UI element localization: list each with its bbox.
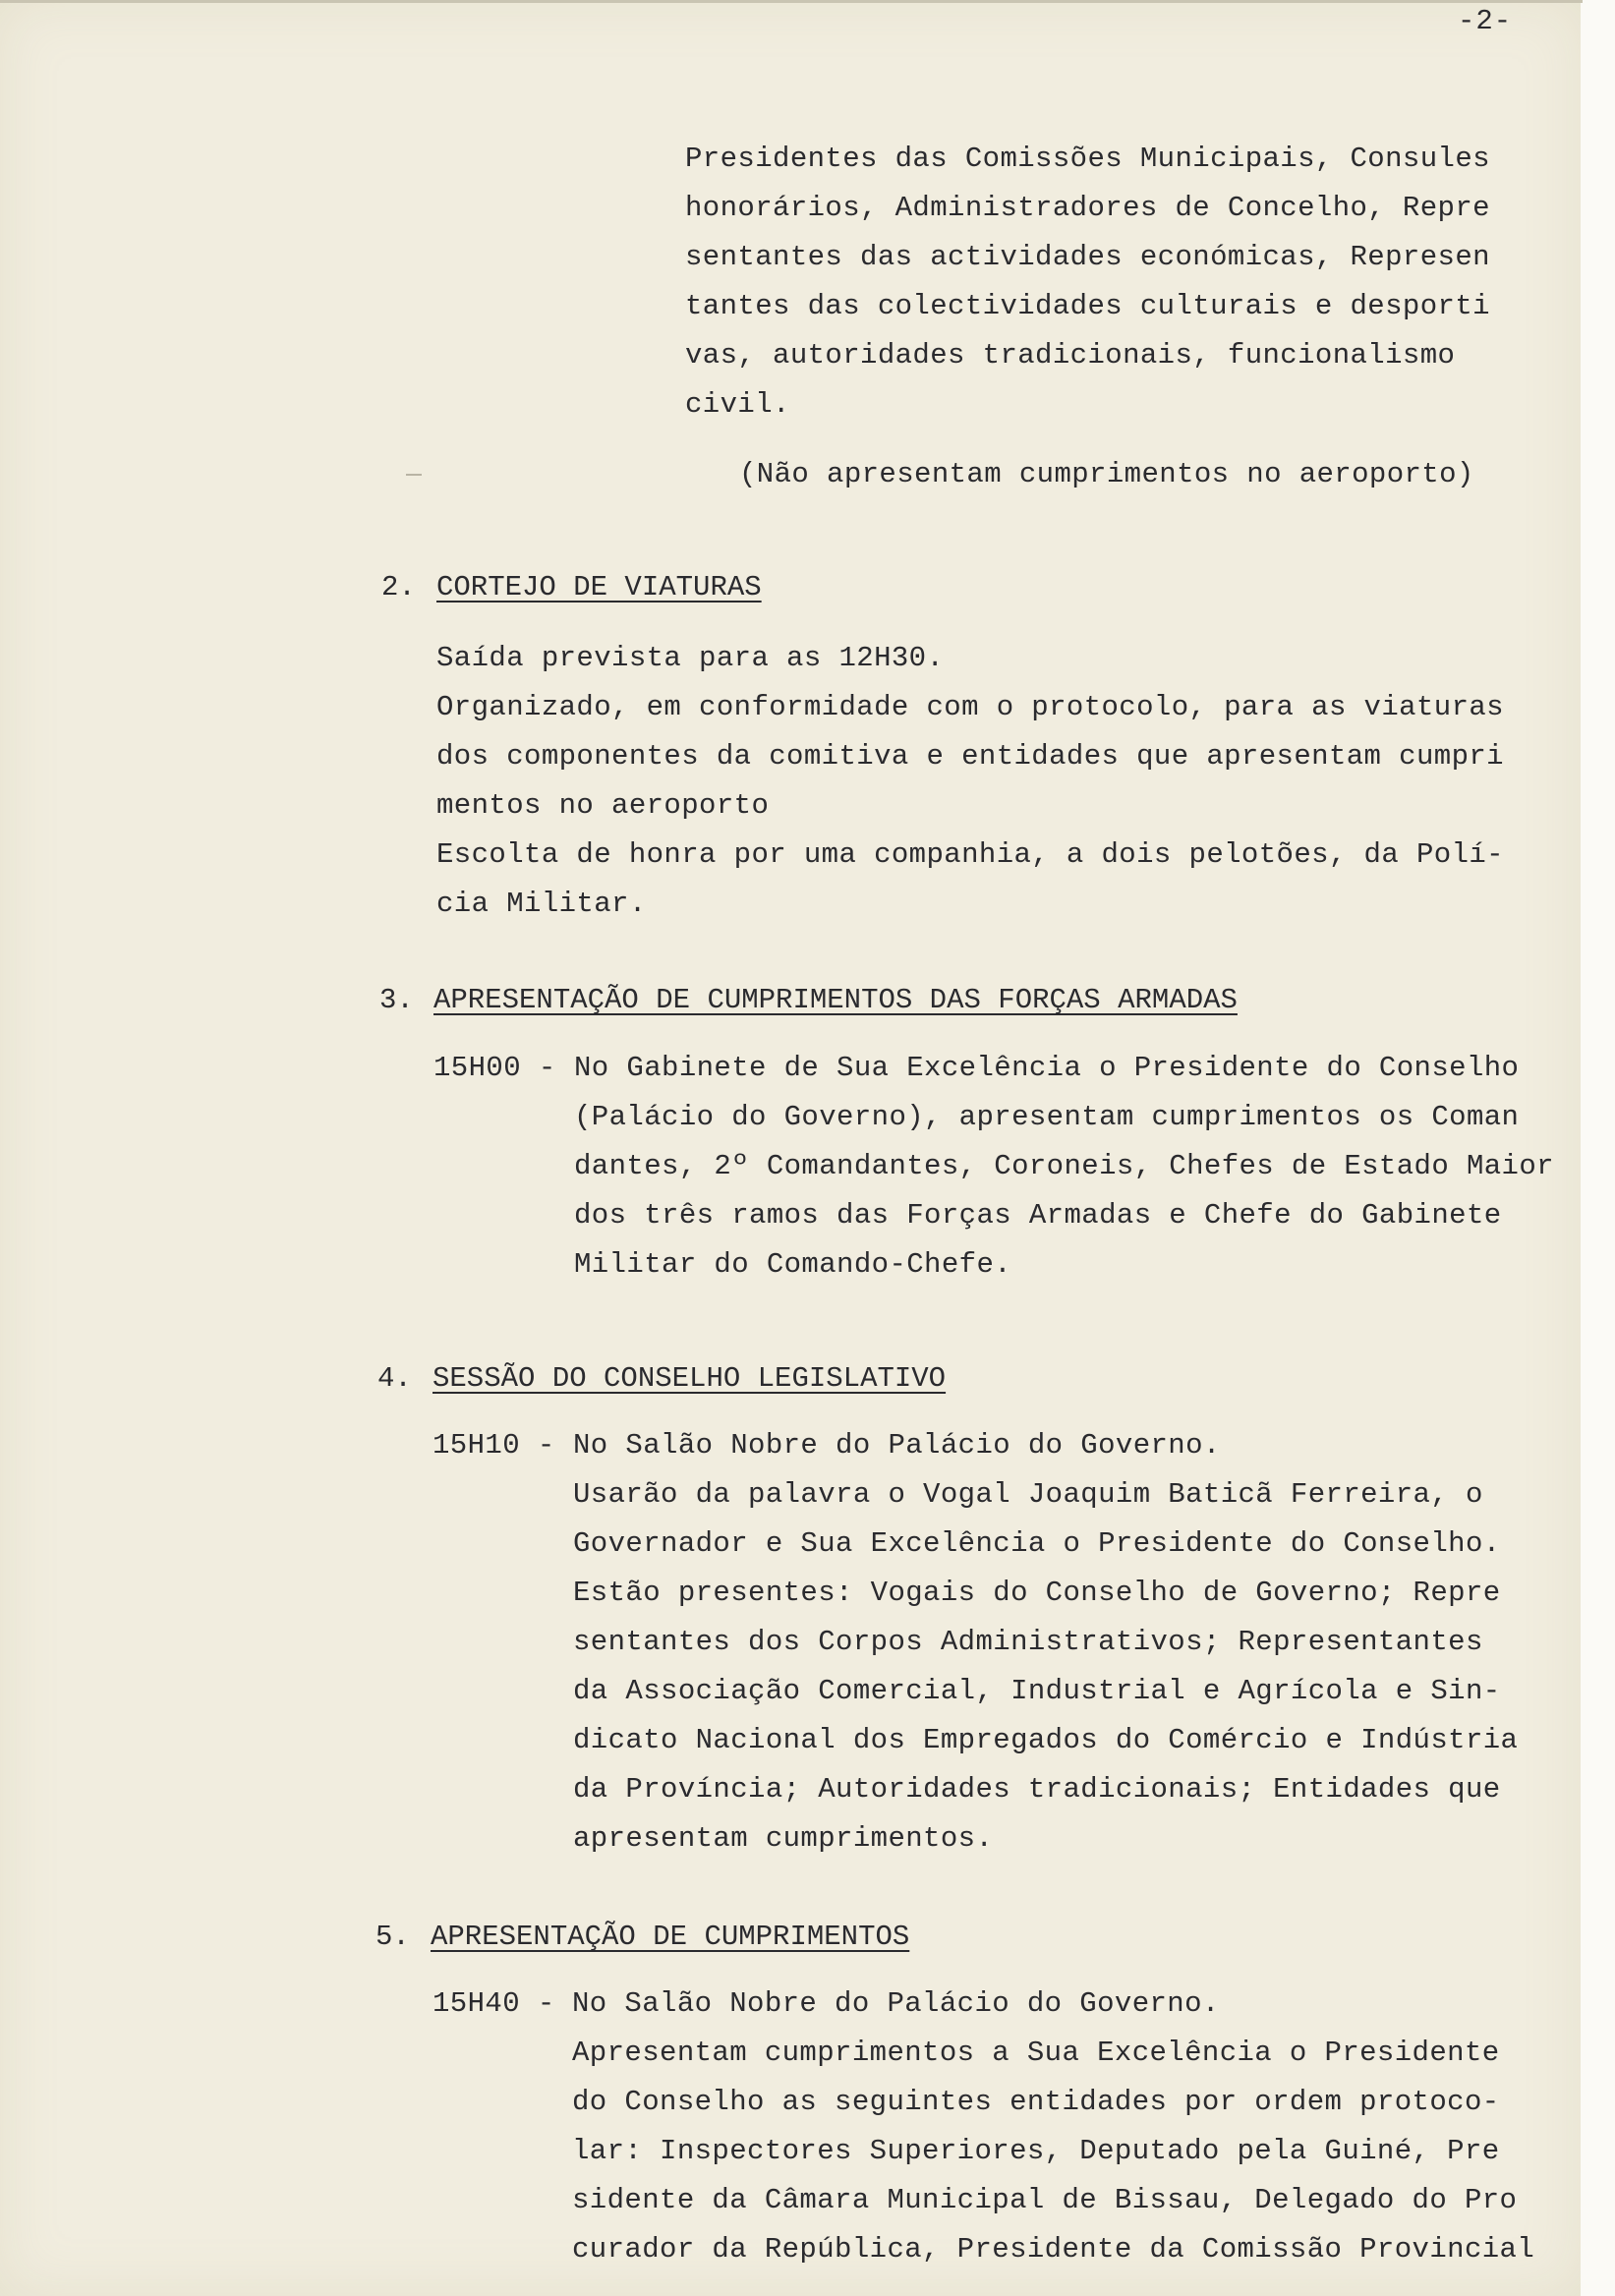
section-2-line: cia Militar. [436, 888, 647, 920]
section-4-body [573, 1421, 1518, 1864]
section-3-line: Militar do Comando-Chefe. [574, 1248, 1012, 1281]
section-4-title: SESSÃO DO CONSELHO LEGISLATIVO [433, 1362, 947, 1395]
section-5-time: 15H40 - [433, 1987, 555, 2020]
section-3-line: dantes, 2º Comandantes, Coroneis, Chefes de Estado Maior [574, 1150, 1554, 1182]
intro-line: civil. [685, 388, 790, 421]
section-4-line: Estão presentes: Vogais do Conselho de Governo; Repre [573, 1577, 1501, 1609]
page-number: -2- [1458, 5, 1513, 37]
section-2-number: 2. [381, 571, 416, 603]
section-5-line: sidente da Câmara Municipal de Bissau, Delegado do Pro [572, 2184, 1518, 2216]
intro-line: honorários, Administradores de Concelho, Repre [685, 192, 1490, 224]
section-3-line: (Palácio do Governo), apresentam cumprimentos os Coman [574, 1101, 1520, 1133]
section-4-line: da Província; Autoridades tradicionais; Entidades que [573, 1773, 1501, 1806]
section-2-line: Organizado, em conformidade com o protocolo, para as viaturas [436, 691, 1504, 723]
stray-mark [406, 474, 422, 476]
intro-line: Presidentes das Comissões Municipais, Consules [685, 143, 1490, 175]
section-4-line: Governador e Sua Excelência o Presidente do Conselho. [573, 1527, 1501, 1560]
intro-line: tantes das colectividades culturais e desporti [685, 290, 1490, 322]
section-3-body [574, 1044, 1554, 1290]
section-2-line: Escolta de honra por uma companhia, a dois pelotões, da Polí- [436, 838, 1504, 871]
section-4-line: apresentam cumprimentos. [573, 1822, 994, 1855]
section-4-line: da Associação Comercial, Industrial e Agrícola e Sin- [573, 1675, 1501, 1707]
section-5-line: curador da República, Presidente da Comissão Provincial [572, 2233, 1535, 2266]
section-2-line: mentos no aeroporto [436, 789, 770, 822]
section-5-line: Apresentam cumprimentos a Sua Excelência o Presidente [572, 2037, 1500, 2069]
section-2-title: CORTEJO DE VIATURAS [436, 571, 762, 603]
section-2-body [436, 634, 1504, 929]
section-5-line: do Conselho as seguintes entidades por ordem protoco- [572, 2086, 1500, 2118]
section-3-number: 3. [379, 984, 414, 1016]
section-3-line: No Gabinete de Sua Excelência o Presidente do Conselho [574, 1052, 1520, 1084]
page-top-edge [0, 0, 1583, 3]
section-4-line: Usarão da palavra o Vogal Joaquim Baticã Ferreira, o [573, 1478, 1483, 1511]
section-4-line: dicato Nacional dos Empregados do Comércio e Indústria [573, 1724, 1519, 1756]
section-3-time: 15H00 - [433, 1052, 556, 1084]
section-3-line: dos três ramos das Forças Armadas e Chefe do Gabinete [574, 1199, 1502, 1232]
section-4-line: No Salão Nobre do Palácio do Governo. [573, 1429, 1221, 1462]
section-3-title: APRESENTAÇÃO DE CUMPRIMENTOS DAS FORÇAS ARMADAS [433, 984, 1238, 1016]
section-5-line: No Salão Nobre do Palácio do Governo. [572, 1987, 1220, 2020]
section-5-number: 5. [375, 1921, 410, 1953]
section-5-line: lar: Inspectores Superiores, Deputado pela Guiné, Pre [572, 2135, 1500, 2167]
section-5-title: APRESENTAÇÃO DE CUMPRIMENTOS [431, 1921, 910, 1953]
intro-line: sentantes das actividades económicas, Represen [685, 241, 1490, 273]
intro-paragraph [685, 135, 1490, 430]
section-4-time: 15H10 - [433, 1429, 555, 1462]
intro-note: (Não apresentam cumprimentos no aeroporto) [739, 458, 1474, 490]
section-2-line: dos componentes da comitiva e entidades que apresentam cumpri [436, 740, 1504, 773]
page-edge [1581, 0, 1615, 2296]
section-5-body [572, 1980, 1534, 2274]
section-2-line: Saída prevista para as 12H30. [436, 642, 945, 674]
section-4-number: 4. [377, 1362, 412, 1395]
section-4-line: sentantes dos Corpos Administrativos; Representantes [573, 1626, 1483, 1658]
intro-line: vas, autoridades tradicionais, funcionalismo [685, 339, 1456, 372]
